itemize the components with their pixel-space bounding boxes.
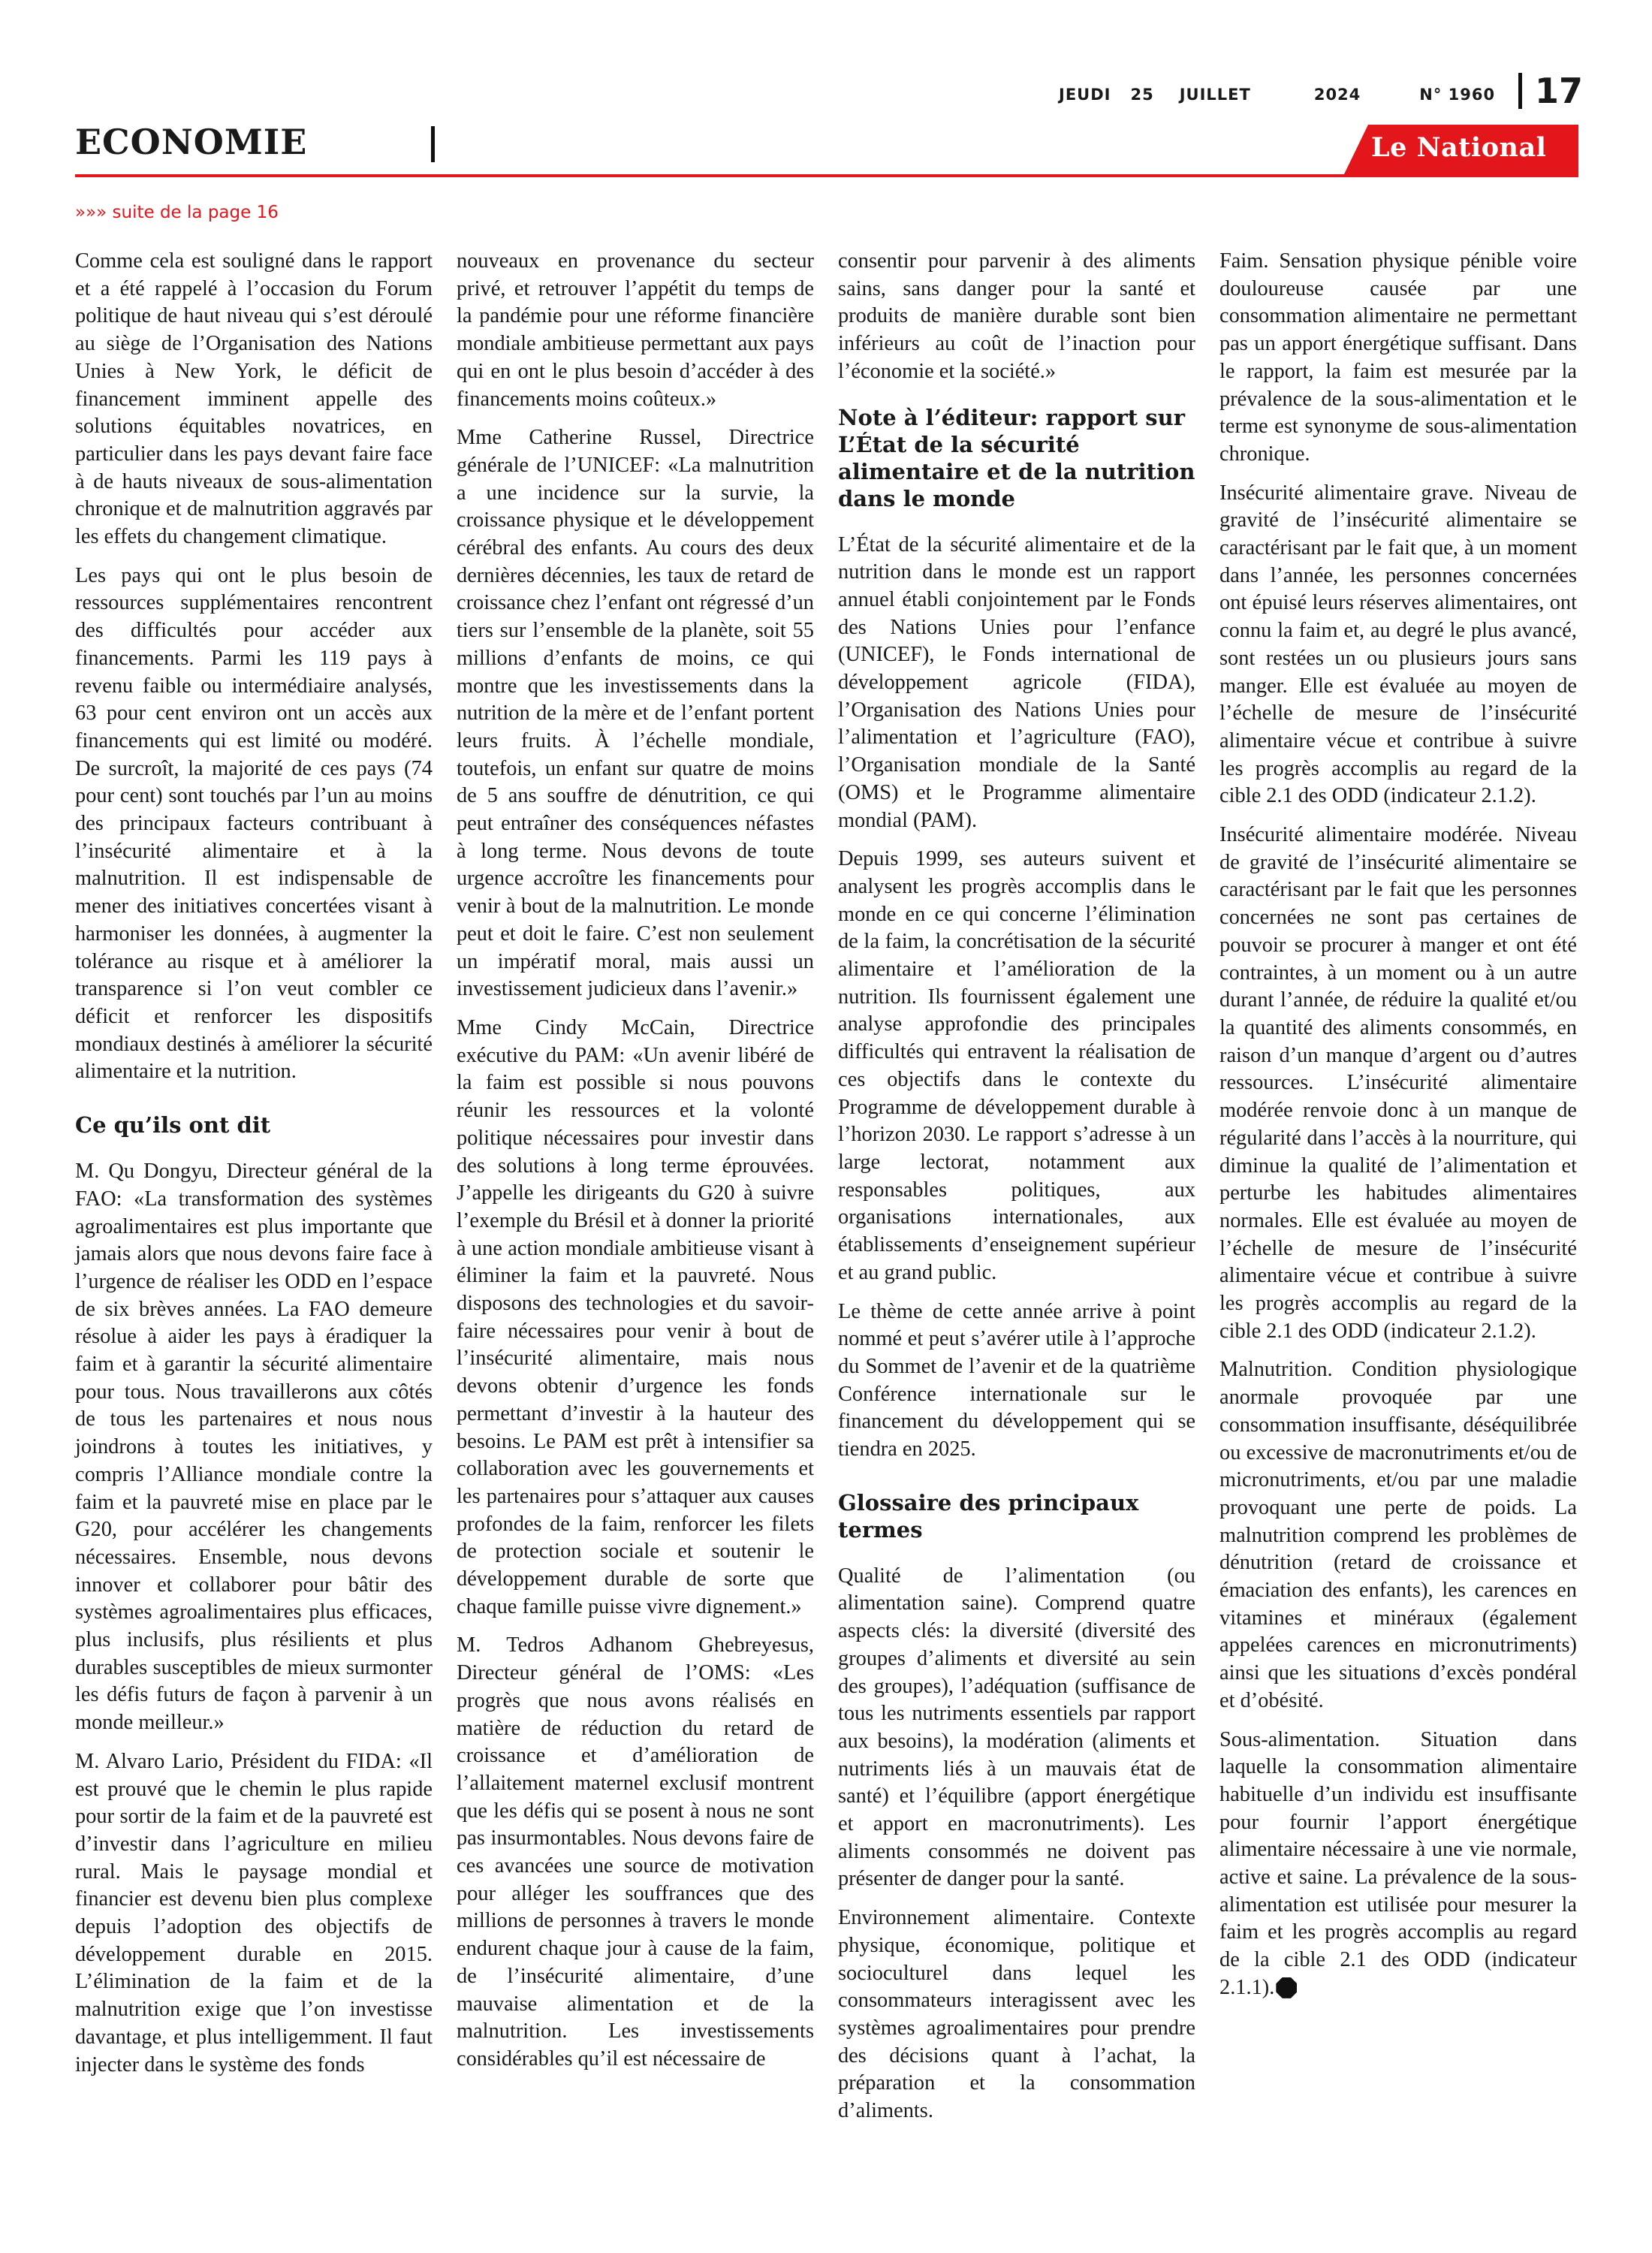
paragraph: Depuis 1999, ses auteurs suivent et analysent les progrès accomplis dans le monde en ce qui concerne l’élimination de la faim, la concrétisation de la sécurité alimentaire et l’amélioration de la nutrition. Ils fournissent également une analyse approfondie des principales difficultés qui entravent la réalisation de ces objectifs dans le contexte du Programme de développement durable à l’horizon 2030. Le rapport s’adresse à un large lectorat, notamment aux responsables politiques, aux organisations internationales, aux établissements d’enseignement supérieur et au grand public. — [838, 847, 1195, 1284]
paragraph: Qualité de l’alimentation (ou alimentation saine). Comprend quatre aspects clés: la diversité (diversité des groupes d’aliments et diversité au sein des groupes), l’adéquation (suffisance de tous les nutriments essentiels par rapport aux besoins), la modération (aliments et nutriments liés à un mauvais état de santé) et l’équilibre (apport énergétique et apport en macronutriments). Les aliments consommés ne doivent pas présenter de danger pour la santé. — [838, 1564, 1195, 1891]
paragraph: Faim. Sensation physique pénible voire douloureuse causée par une consommation alimentaire ne permettant pas un apport énergétique suffisant. Dans le rapport, la faim est mesurée par la prévalence de la sous-alimentation et le terme est synonyme de sous-alimentation chronique. — [1219, 249, 1577, 466]
paragraph: nouveaux en provenance du secteur privé, et retrouver l’appétit du temps de la pandémie pour une réforme financière mondiale ambitieuse permettant aux pays qui en ont le plus besoin d’accéder à des financements moins coûteux.» — [457, 249, 814, 411]
paragraph: Insécurité alimentaire grave. Niveau de gravité de l’insécurité alimentaire se caractérisant par le fait que, à un moment dans l’année, les personnes concernées ont épuisé leurs réserves alimentaires, ont connu la faim et, au degré le plus avancé, sont restées un ou plusieurs jours sans manger. Elle est évaluée au moyen de l’échelle de mesure de l’insécurité alimentaire vécue et contribue à suivre les progrès accomplis au regard de la cible 2.1 des ODD (indicateur 2.1.2). — [1219, 481, 1577, 808]
subheading-glossary: Glossaire des principaux termes — [838, 1489, 1139, 1543]
paragraph: M. Tedros Adhanom Ghebreyesus, Directeur général de l’OMS: «Les progrès que nous avons réalisés en matière de réduction du retard de croissance et d’amélioration de l’allaitement maternel exclusif montrent que les défis qui se posent à nous ne sont pas insurmontables. Nous devons faire de ces avancées une source de motivation pour alléger les souffrances que des millions de personnes à travers le monde endurent chaque jour à cause de la faim, de l’insécurité alimentaire, d’une mauvaise alimentation et de la malnutrition. Les investissements considérables qu’il est nécessaire de — [457, 1633, 814, 2071]
page-number: 17 — [1535, 71, 1584, 111]
paragraph: Comme cela est souligné dans le rapport et a été rappelé à l’occasion du Forum politique de haut niveau qui s’est déroulé au siège de l’Organisation des Nations Unies à New York, le déficit de financement imminent appelle des solutions équitables novatrices, en particulier dans les pays devant faire face à de hauts niveaux de sous-alimentation chronique et de malnutrition aggravés par les effets du changement climatique. — [75, 249, 433, 549]
paragraph: Insécurité alimentaire modérée. Niveau de gravité de l’insécurité alimentaire se caractérisant par le fait que les personnes concernées ne sont pas certaines de pouvoir se procurer à manger et ont été contraintes, à un moment ou à un autre durant l’année, de réduire la qualité et/ou la quantité des aliments consommés, en raison d’un manque d’argent ou d’autres ressources. L’insécurité alimentaire modérée renvoie donc à un manque de régularité dans l’accès à la nourriture, qui diminue la qualité de l’alimentation et perturbe les habitudes alimentaires normales. Elle est évaluée au moyen de l’échelle de mesure de l’insécurité alimentaire vécue et contribue à suivre les progrès accomplis au regard de la cible 2.1 des ODD (indicateur 2.1.2). — [1219, 823, 1577, 1343]
article-column-1 — [75, 248, 433, 2090]
dateline-month: JUILLET — [1179, 86, 1251, 104]
subheading-editor-note: Note à l’éditeur: rapport sur L’État de la sécurité alimentaire et de la nutrition dans le monde — [838, 404, 1195, 511]
article-column-4 — [1219, 248, 1577, 2013]
paragraph: M. Qu Dongyu, Directeur général de la FAO: «La transformation des systèmes agroalimentaires est plus importante que jamais alors que nous devons faire face à l’urgence de réaliser les ODD en l’espace de six brèves années. La FAO demeure résolue à aider les pays à éradiquer la faim et à garantir la sécurité alimentaire pour tous. Nous travaillerons aux côtés de tous les partenaires et nous nous joindrons à toutes les initiatives, y compris l’Alliance mondiale contre la faim et la pauvreté mise en place par le G20, pour accélérer les changements nécessaires. Ensemble, nous devons innover et collaborer pour bâtir des systèmes agroalimentaires plus efficaces, plus inclusifs, plus résilients et plus durables susceptibles de mieux surmonter les défis futurs de façon à parvenir à un monde meilleur.» — [75, 1160, 433, 1735]
paragraph-final-text: Sous-alimentation. Situation dans laquelle la consommation alimentaire habituelle d’un individu est insuffisante pour fournir l’apport énergétique alimentaire nécessaire à une vie normale, active et saine. La prévalence de la sous-alimentation est utilisée pour mesurer la faim et les progrès accomplis au regard de la cible 2.1 des ODD (indicateur 2.1.1). — [1219, 1727, 1577, 1999]
paragraph: Mme Catherine Russel, Directrice générale de l’UNICEF: «La malnutrition a une incidence sur la survie, la croissance physique et le développement cérébral des enfants. Au cours des deux dernières décennies, les taux de retard de croissance chez l’enfant ont régressé d’un tiers sur l’ensemble de la planète, soit 55 millions d’enfants de moins, ce qui montre que les investissements dans la nutrition de la mère et de l’enfant portent leurs fruits. À l’échelle mondiale, toutefois, un enfant sur quatre de moins de 5 ans souffre de dénutrition, ce qui peut entraîner des conséquences néfastes à long terme. Nous devons de toute urgence accroître les financements pour venir à bout de la malnutrition. Le monde peut et doit le faire. C’est non seulement un impératif moral, mais aussi un investissement judicieux dans l’avenir.» — [457, 426, 814, 1001]
dateline-day: JEUDI — [1059, 86, 1111, 104]
continued-from-label: »»» suite de la page 16 — [75, 203, 279, 222]
issue-dateline — [1059, 86, 1524, 104]
dateline-year: 2024 — [1313, 86, 1361, 104]
article-column-2 — [457, 248, 814, 2085]
paragraph: Malnutrition. Condition physiologique anormale provoquée par une consommation insuffisante, déséquilibrée ou excessive de macronutriments et/ou de micronutriments, et/ou par une maladie provoquant une perte de poids. La malnutrition comprend les problèmes de dénutrition (retard de croissance et émaciation des enfants), les carences en vitamines et minéraux (également appelées carences en micronutriments) ainsi que les situations d’excès pondéral et d’obésité. — [1219, 1358, 1577, 1712]
issue-number: N° 1960 — [1419, 86, 1496, 104]
paragraph: M. Alvaro Lario, Président du FIDA: «Il est prouvé que le chemin le plus rapide pour sortir de la faim et de la pauvreté est d’investir dans l’agriculture en milieu rural. Mais le paysage mondial et financier est devenu bien plus complexe depuis l’adoption des objectifs de développement durable en 2015. L’élimination de la faim et de la malnutrition exige que l’on investisse davantage, et plus intelligemment. Il faut injecter dans le système des fonds — [75, 1749, 433, 2077]
paragraph-final — [1219, 1727, 1577, 2002]
paragraph: Les pays qui ont le plus besoin de ressources supplémentaires rencontrent des difficultés pour accéder aux financements. Parmi les 119 pays à revenu faible ou intermédiaire analysés, 63 pour cent environ ont un accès aux financements qui est limité ou modéré. De surcroît, la majorité de ces pays (74 pour cent) sont touchés par l’un au moins des principaux facteurs contribuant à l’insécurité alimentaire et à la malnutrition. Il est indispensable de mener des initiatives concertées visant à harmoniser les données, à augmenter la tolérance au risque et à améliorer la transparence si l’on veut combler ce déficit et renforcer les dispositifs mondiaux destinés à améliorer la sécurité alimentaire et la nutrition. — [75, 563, 433, 1084]
section-title: ECONOMIE — [75, 122, 308, 162]
paragraph: consentir pour parvenir à des aliments sains, sans danger pour la santé et produits de manière durable sont bien inférieurs au coût de l’inaction pour l’économie et la société.» — [838, 249, 1195, 383]
paragraph: Le thème de cette année arrive à point nommé et peut s’avérer utile à l’approche du Sommet de l’avenir et de la quatrième Conférence internationale sur le financement du développement qui se tiendra en 2025. — [838, 1299, 1195, 1461]
subheading-quotes: Ce qu’ils ont dit — [75, 1112, 271, 1139]
dateline-date: 25 — [1130, 86, 1154, 104]
paragraph: L’État de la sécurité alimentaire et de la nutrition dans le monde est un rapport annuel établi conjointement par le Fonds des Nations Unies pour l’enfance (UNICEF), le Fonds international de développement agricole (FIDA), l’Organisation des Nations Unies pour l’alimentation et l’agriculture (FAO), l’Organisation mondiale de la Santé (OMS) et le Programme alimentaire mondial (PAM). — [838, 532, 1195, 832]
end-of-article-icon — [1276, 1977, 1297, 1998]
page-number-divider — [1518, 73, 1522, 109]
article-column-3 — [838, 248, 1195, 2137]
section-divider — [431, 126, 435, 162]
paragraph: Environnement alimentaire. Contexte physique, économique, politique et socioculturel dans lequel les consommateurs interagissent avec les systèmes agroalimentaires pour prendre des décisions quant à l’achat, la préparation et la consommation d’aliments. — [838, 1906, 1195, 2123]
paragraph: Mme Cindy McCain, Directrice exécutive du PAM: «Un avenir libéré de la faim est possible si nous pouvons réunir les ressources et la volonté politique nécessaires pour investir dans des solutions à long terme éprouvées. J’appelle les dirigeants du G20 à suivre l’exemple du Brésil et à donner la priorité à une action mondiale ambitieuse visant à éliminer la faim et la pauvreté. Nous disposons des technologies et du savoir-faire nécessaires pour venir à bout de l’insécurité alimentaire, mais nous devons obtenir d’urgence les fonds permettant d’investir à la hauteur des besoins. Le PAM est prêt à intensifier sa collaboration avec les gouvernements et les partenaires pour s’attaquer aux causes profondes de la faim, renforcer les filets de protection sociale et soutenir le développement durable de sorte que chaque famille puisse vivre dignement.» — [457, 1015, 814, 1618]
newspaper-name: Le National — [1371, 132, 1547, 163]
